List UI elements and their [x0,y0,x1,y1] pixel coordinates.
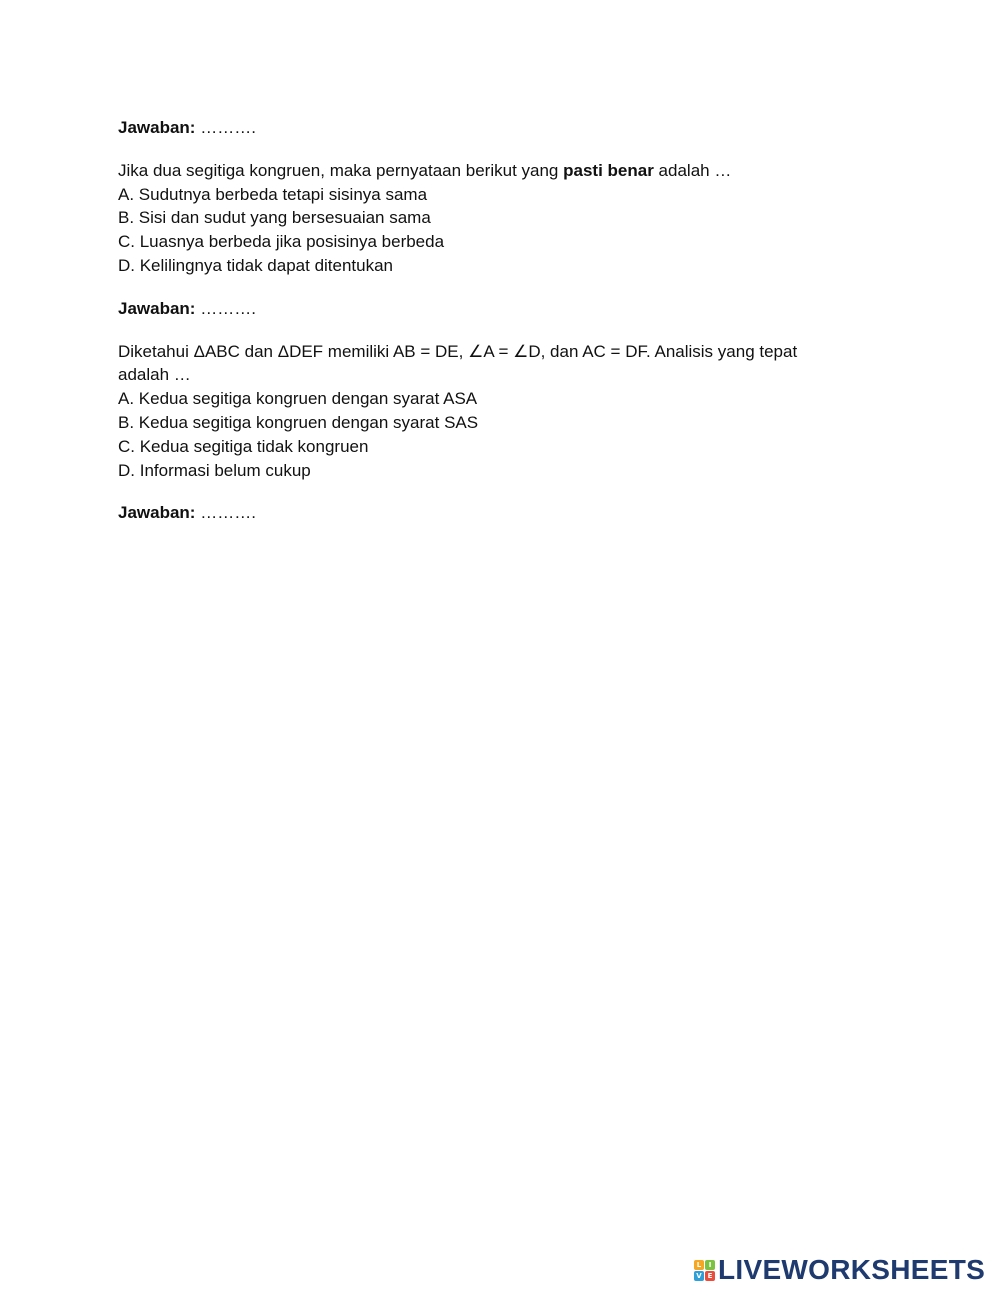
option-d: D. Informasi belum cukup [118,460,311,480]
answer-blank[interactable]: ………. [200,118,256,137]
option-b: B. Sisi dan sudut yang bersesuaian sama [118,208,431,228]
option-a: A. Sudutnya berbeda tetapi sisinya sama [118,184,428,204]
question-1-text [118,159,858,183]
answer-label: Jawaban: [118,118,196,137]
logo-tile-l: L [694,1260,704,1270]
worksheet-page [118,116,858,525]
logo-tile-e: E [705,1271,715,1281]
brand-name: LIVEWORKSHEETS [718,1254,986,1285]
question-1-options [118,183,858,278]
question-1-prefix: Jika dua segitiga kongruen, maka pernyataan berikut yang [118,160,564,180]
answer-line-1 [118,116,858,140]
option-b: B. Kedua segitiga kongruen dengan syarat SAS [118,412,479,432]
question-2-line-1: Diketahui ΔABC dan ΔDEF memiliki AB = DE, ∠A = ∠D, dan AC = DF. Analisis yang tepat [118,341,798,361]
question-2 [118,340,858,483]
question-2-options [118,387,858,482]
spacer [118,482,858,501]
option-d: D. Kelilingnya tidak dapat ditentukan [118,255,394,275]
logo-tile-v: V [694,1271,704,1281]
option-a: A. Kedua segitiga kongruen dengan syarat ASA [118,389,478,409]
answer-label: Jawaban: [118,298,196,318]
logo-tile-i: I [705,1260,715,1270]
option-c: C. Kedua segitiga tidak kongruen [118,436,369,456]
liveworksheets-brand[interactable] [694,1254,985,1286]
spacer [118,278,858,297]
answer-line-2 [118,297,858,321]
question-1-emphasis: pasti benar [563,160,654,180]
answer-label: Jawaban: [118,503,196,523]
answer-blank[interactable]: ………. [200,298,256,318]
question-1 [118,159,858,278]
liveworksheets-logo-icon [694,1260,715,1281]
question-2-line-2: adalah … [118,365,191,385]
question-1-suffix: adalah … [653,160,732,180]
answer-line-3 [118,501,858,525]
option-c: C. Luasnya berbeda jika posisinya berbeda [118,232,445,252]
answer-blank[interactable]: ………. [200,503,256,523]
